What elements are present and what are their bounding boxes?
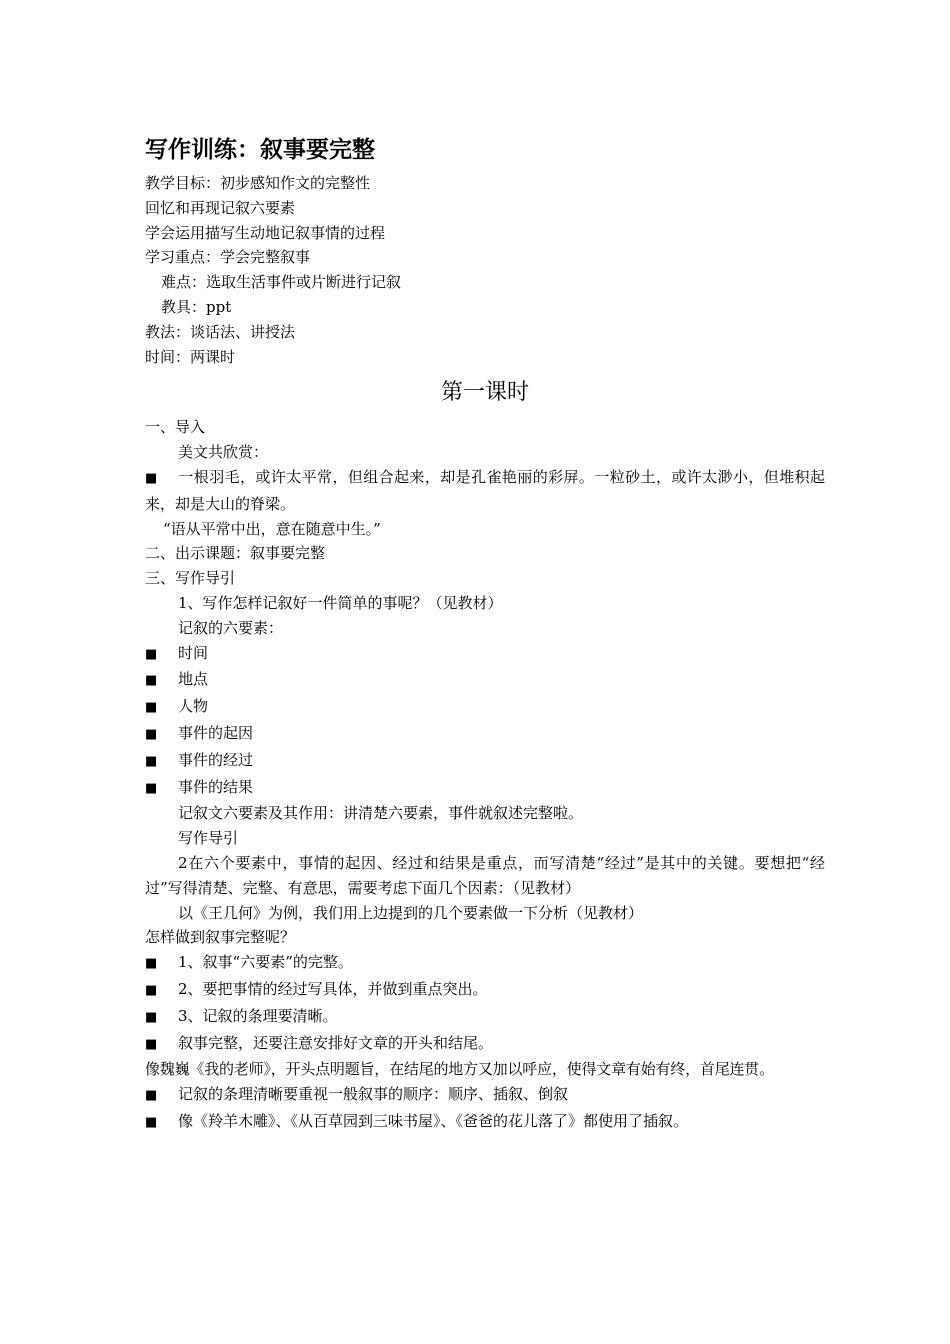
six-elements-intro: 记叙的六要素： — [178, 618, 284, 637]
section-heading: 三、写作导引 — [145, 569, 236, 588]
bullet-icon: ■ — [145, 753, 158, 769]
lesson-title: 第一课时 — [440, 380, 529, 406]
list-item: ■ 叙事完整，还要注意安排好文章的开头和结尾。 — [145, 1031, 825, 1058]
weiwei-example: 像魏巍《我的老师》，开头点明题旨，在结尾的地方又加以呼应，使得文章有始有终，首尾连贯。 — [145, 1060, 774, 1079]
bullet-icon: ■ — [145, 1009, 158, 1025]
bullet-icon: ■ — [145, 470, 158, 486]
difficulty-line: 难点：选取生活事件或片断进行记叙 — [161, 273, 402, 292]
list-item: ■ 事件的经过 — [145, 748, 825, 775]
list-item: ■ 事件的起因 — [145, 721, 825, 748]
bullet-icon: ■ — [145, 700, 158, 716]
list-item: ■ 2、要把事情的经过写具体，并做到重点突出。 — [145, 977, 825, 1004]
objective-line: 回忆和再现记叙六要素 — [145, 198, 296, 217]
method-line: 教法：谈话法、讲授法 — [145, 322, 296, 341]
poem-paragraph — [145, 465, 825, 517]
bullet-icon: ■ — [145, 1114, 158, 1130]
guide-line: 写作导引 — [178, 829, 239, 848]
bullet-icon: ■ — [145, 1036, 158, 1052]
section-heading: 二、出示课题：叙事要完整 — [145, 544, 326, 563]
list-item: ■ 事件的结果 — [145, 775, 825, 802]
bullet-icon: ■ — [145, 780, 158, 796]
bullet-icon: ■ — [145, 646, 158, 662]
bullet-icon: ■ — [145, 956, 158, 972]
key-point-line: 学习重点：学会完整叙事 — [145, 248, 311, 267]
document-body — [145, 133, 825, 1136]
appreciate-line: 美文共欣赏： — [178, 443, 269, 462]
list-item: ■ 1、叙事“六要素”的完整。 — [145, 950, 825, 977]
bullet-icon: ■ — [145, 726, 158, 742]
bullet-icon: ■ — [145, 982, 158, 998]
list-item: ■ 像《羚羊木雕》、《从百草园到三味书屋》、《爸爸的花儿落了》都使用了插叙。 — [145, 1109, 825, 1136]
list-item: ■ 地点 — [145, 667, 825, 694]
bullet-icon: ■ — [145, 1088, 158, 1104]
time-line: 时间：两课时 — [145, 347, 236, 366]
question-line: 1、写作怎样记叙好一件简单的事呢？（见教材） — [178, 593, 503, 612]
bullet-icon: ■ — [145, 673, 158, 689]
poem-text: 一根羽毛，或许太平常，但组合起来，却是孔雀艳丽的彩屏。一粒砂土，或许太渺小，但堆积起来，却是大山的脊梁。 — [145, 467, 825, 513]
list-item: ■ 记叙的条理清晰要重视一般叙事的顺序：顺序、插叙、倒叙 — [145, 1082, 825, 1109]
section-heading: 一、导入 — [145, 418, 206, 437]
guide-paragraph: 2在六个要素中，事情的起因、经过和结果是重点，而写清楚“经过”是其中的关键。要想把“经过”写得清楚、完整、有意思，需要考虑下面几个因素：（见教材） — [145, 853, 825, 897]
document-title: 写作训练：叙事要完整 — [145, 137, 375, 163]
example-line: 以《王几何》为例，我们用上边提到的几个要素做一下分析（见教材） — [178, 903, 644, 922]
list-item: ■ 人物 — [145, 694, 825, 721]
objective-line: 教学目标：初步感知作文的完整性 — [145, 174, 371, 192]
tools-line: 教具：ppt — [161, 297, 232, 316]
how-question: 怎样做到叙事完整呢？ — [145, 928, 296, 947]
objective-line: 学会运用描写生动地记叙事情的过程 — [145, 223, 386, 242]
list-item: ■ 3、记叙的条理要清晰。 — [145, 1004, 825, 1031]
quote-line: “语从平常中出，意在随意中生。” — [163, 519, 381, 538]
list-item: ■ 时间 — [145, 641, 825, 668]
six-elements-effect: 记叙文六要素及其作用：讲清楚六要素，事件就叙述完整啦。 — [178, 804, 584, 823]
